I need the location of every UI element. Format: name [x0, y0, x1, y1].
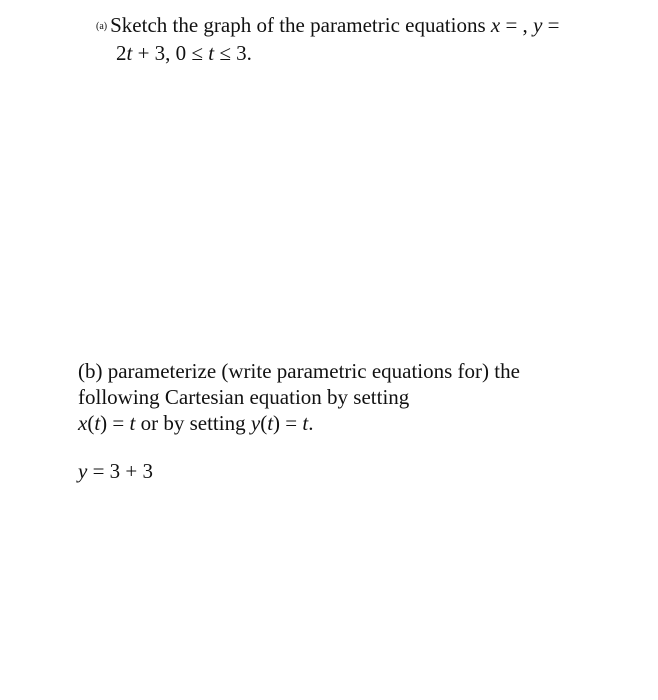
t-variable: t	[129, 411, 136, 435]
domain-end-text: ≤ 3.	[214, 41, 252, 65]
period-text: .	[308, 411, 314, 435]
question-a-line-2	[116, 40, 252, 66]
t-variable: t	[208, 41, 215, 65]
paren-text: (	[260, 411, 268, 435]
t-variable: t	[302, 411, 309, 435]
domain-text: + 3, 0 ≤	[132, 41, 209, 65]
equation-text: = 3 + 3	[87, 459, 154, 483]
y-variable: y	[533, 13, 543, 37]
x-equation-text: = ,	[500, 13, 534, 37]
cartesian-equation	[78, 458, 153, 484]
t-variable: t	[94, 411, 101, 435]
x-variable: x	[78, 411, 88, 435]
question-b-line-2: following Cartesian equation by setting	[78, 385, 410, 409]
equals-text: ) =	[100, 411, 130, 435]
question-a-line-1	[96, 12, 559, 40]
coefficient-text: 2	[116, 41, 127, 65]
y-variable: y	[250, 411, 261, 435]
paren-text: (	[87, 411, 95, 435]
t-variable: t	[126, 41, 133, 65]
t-variable: t	[267, 411, 274, 435]
question-b-line-1: (b) parameterize (write parametric equations for) the	[78, 359, 520, 383]
y-equation-text: =	[542, 13, 560, 37]
connector-text: or by setting	[135, 411, 251, 435]
y-variable: y	[78, 459, 88, 483]
equals-text: ) =	[273, 411, 303, 435]
part-a-intro-text: Sketch the graph of the parametric equations	[110, 13, 491, 37]
question-b-line-3	[78, 410, 313, 436]
x-variable: x	[490, 13, 501, 37]
part-a-label: (a)	[96, 21, 108, 32]
